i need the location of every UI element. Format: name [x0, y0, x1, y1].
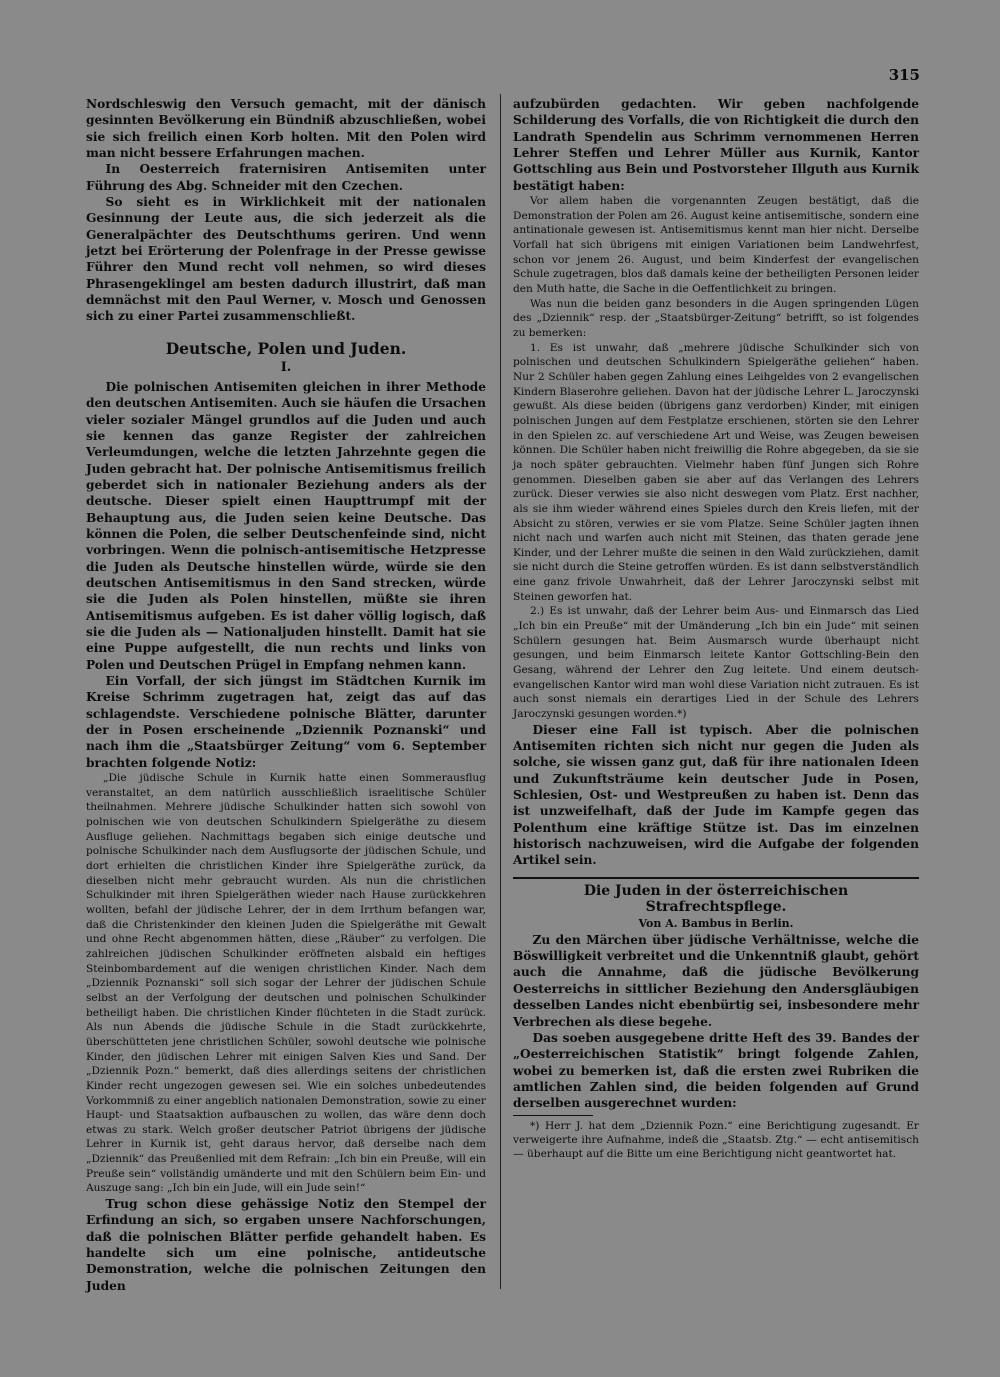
article-title: Die Juden in der österreichischen Strafrechtspflege. — [583, 882, 849, 915]
paragraph: In Oesterreich fraternisiren Antisemiten unter Führung des Abg. Schneider mit den Czechen. — [86, 162, 486, 193]
paragraph: Nordschleswig den Versuch gemacht, mit der dänisch gesinnten Bevölkerung ein Bündniß abzuschließen, wobei sie sich freilich einen Korb holten. Mit den Polen wird man nicht bessere Erfahrungen machen. — [86, 97, 486, 161]
article-title: Deutsche, Polen und Juden. — [165, 338, 407, 358]
paragraph: Das soeben ausgegebene dritte Heft des 39. Bandes der „Oesterreichischen Statistik“ bringt folgende Zahlen, wobei zu bemerken ist, daß die ersten zwei Rubriken die amtlichen Zahlen sind, die beiden folgenden auf Grund derselben ausgerechnet wurden: — [513, 1030, 919, 1111]
paragraph: Ein Vorfall, der sich jüngst im Städtchen Kurnik im Kreise Schrimm zugetragen hat, zeigt das auf das schlagendste. Verschiedene polnische Blätter, darunter der in Posen erscheinende „Dziennik Poznanski“ und nach ihm die „Staatsbürger Zeitung“ vom 6. September brachten folgende Notiz: — [86, 674, 486, 770]
testimony-paragraph: 2.) Es ist unwahr, daß der Lehrer beim Aus- und Einmarsch das Lied „Ich bin ein Preuße“ mit der Umänderung „Ich bin ein Jude“ mit seinen Schülern gesungen hat. Beim Ausmarsch wurde überhaupt nicht gesungen, und beim Einmarsch leitete Kantor Gottschling-Bein den Gesang, während der Lehrer den Zug leitete. Und einem deutsch-evangelischen Kantor wird man wohl diese Variation nicht zutrauen. Es ist auch sonst niemals ein derartiges Lied in der Schule des Lehrers Jaroczynski gesungen worden.*) — [513, 605, 919, 721]
paragraph: Trug schon diese gehässige Notiz den Stempel der Erfindung an sich, so ergaben unsere Nachforschungen, daß die polnischen Blätter perfide gehandelt haben. Es handelte sich um eine polnische, antideutsche Demonstration, welche die polnischen Zeitungen den Juden — [86, 1197, 486, 1293]
paragraph: So sieht es in Wirklichkeit mit der nationalen Gesinnung der Leute aus, die sich jederzeit als die Generalpächter des Deutschthums geriren. Und wenn jetzt bei Erörterung der Polenfrage in der Presse gewisse Führer den Mund recht voll nehmen, so wird dieses Phrasengeklingel am besten dadurch illustrirt, daß man demnächst mit den Paul Werner, v. Mosch und Genossen sich zu einer Partei zusammenschließt. — [86, 195, 486, 324]
quoted-notice: „Die jüdische Schule in Kurnik hatte einen Sommerausflug veranstaltet, an dem natürlich ausschließlich israelitische Schüler theilnahmen. Mehrere jüdische Schulkinder hatten sich sowohl von polnischen wie von deutschen Schulkindern Spielgeräthe zu diesem Ausfluge geliehen. Nachmittags begaben sich einige deutsche und polnische Schulkinder nach dem Ausflugsorte der jüdischen Schule, und dort erhielten die christlichen Kinder ihre Spielgeräthe zurück, da dieselben nicht mehr gebraucht wurden. Als nun die christlichen Schulkinder mit ihren Spielgeräthen wieder nach Hause zurückkehren wollten, befahl der jüdische Lehrer, der in dem Irrthum befangen war, daß die Christenkinder den kleinen Juden die Spielgeräthe mit Gewalt und ohne Recht abgenommen hätten, diese „Räuber“ zu verfolgen. Die zahlreichen jüdischen Schulkinder eröffneten alsbald ein heftiges Steinbombardement auf die wenigen christlichen Kinder. Nach dem „Dziennik Poznanski“ soll sich sogar der Lehrer der jüdischen Schule selbst an der Verfolgung der deutschen und polnischen Schulkinder betheiligt haben. Die christlichen Kinder flüchteten in die Stadt zurück. Als nun Abends die jüdische Schule in die Stadt zurückkehrte, überschütteten jene christlichen Schüler, sowohl deutsche wie polnische Kinder, den jüdischen Lehrer mit einigen Salven Kies und Sand. Der „Dziennik Pozn.“ bemerkt, daß dies allerdings seitens der christlichen Kinder recht ungezogen gewesen sei. Wie ein solches unbedeutendes Vorkommniß zu einer angeblich nationalen Demonstration, sowie zu einer Haupt- und Staatsaktion aufbauschen zu wollen, das wäre denn doch etwas zu stark. Welch großer deutscher Patriot übrigens der jüdische Lehrer in Kurnik ist, geht daraus hervor, daß derselbe nach dem „Dziennik“ das Preußenlied mit dem Refrain: „Ich bin ein Preuße, will ein Preuße sein“ vollständig umänderte und mit den Schülern beim Ein- und Auszuge sang: „Ich bin ein Jude, will ein Jude sein!“ — [86, 772, 486, 1195]
footnote: *) Herr J. hat dem „Dziennik Pozn.“ eine Berichtigung zugesandt. Er verweigerte ihre Aufnahme, indeß die „Staatsb. Ztg.“ — echt antisemitisch — überhaupt auf die Bitte um eine Berichtigung nicht geantwortet hat. — [513, 1119, 919, 1160]
byline: Von A. Bambus in Berlin. — [638, 916, 794, 930]
article-section-number: I. — [280, 359, 292, 375]
article-separator — [513, 877, 919, 879]
testimony-paragraph: Vor allem haben die vorgenannten Zeugen bestätigt, daß die Demonstration der Polen am 26. August keine antisemitische, sondern eine antinationale gewesen ist. Antisemitismus kennt man hier nicht. Derselbe Vorfall hat sich übrigens mit einigen Variationen beim Landwehrfest, schon vor jenem 26. August, und beim Kinderfest der evangelischen Schule zugetragen, blos daß damals keine der betheiligten Personen leider den Muth hatte, die Sache in die Oeffentlichkeit zu bringen. — [513, 195, 919, 295]
paragraph: Dieser eine Fall ist typisch. Aber die polnischen Antisemiten richten sich nicht nur gegen die Juden als solche, sie wissen ganz gut, daß für ihre nationalen Ideen und Zukunftsträume kein deutscher Jude in Posen, Schlesien, Ost- und Westpreußen zu haben ist. Denn das ist unzweifelhaft, daß der Jude im Kampfe gegen das Polenthum eine kräftige Stütze ist. Das im einzelnen historisch nachzuweisen, wird die Aufgabe der folgenden Artikel sein. — [513, 722, 919, 868]
testimony-paragraph: 1. Es ist unwahr, daß „mehrere jüdische Schulkinder sich von polnischen und deutschen Schulkindern Spielgeräthe geliehen“ haben. Nur 2 Schüler haben gegen Zahlung eines Leihgeldes von 2 evangelischen Kindern Blaserohre geliehen. Davon hat der jüdische Lehrer L. Jaroczynski gewußt. Als diese beiden (übrigens ganz verdorben) Kinder, mit einigen polnischen Jungen auf dem Festplatze erschienen, störten sie den Lehrer in den Spielen zc. auf verschiedene Art und Weise, was Zeugen beweisen können. Die Schüler haben nicht freiwillig die Rohre abgegeben, da sie sie ja noch später gebrauchten. Vielmehr haben fünf Jungen sich Rohre genommen. Dieselben gaben sie aber auf das Verlangen des Lehrers zurück. Dieser verwies sie also nicht deswegen vom Platz. Erst nachher, als sie ihm wieder während eines Spieles durch den Kreis liefen, mit der Absicht zu stören, verwies er sie vom Platze. Seine Schüler jagten ihnen nicht nach und warfen auch nicht mit Steinen, das thaten gerade jene Kinder, und der Lehrer mußte die seinen in den Wald zurückziehen, damit sie nicht durch die Steine getroffen würden. Es ist dann selbstverständlich eine ganz frivole Unwahrheit, daß der Lehrer Jaroczynski selbst mit Steinen geworfen hat. — [513, 341, 919, 603]
testimony-paragraph: Was nun die beiden ganz besonders in die Augen springenden Lügen des „Dziennik“ resp. der „Staatsbürger-Zeitung“ betrifft, so ist folgendes zu bemerken: — [513, 297, 919, 339]
left-column — [86, 96, 486, 1294]
footnote-rule — [513, 1115, 593, 1116]
paragraph: Zu den Märchen über jüdische Verhältnisse, welche die Böswilligkeit verbreitet und die Unkenntniß glaubt, gehört auch die Annahme, daß die jüdische Bevölkerung Oesterreichs in sittlicher Beziehung den Andersgläubigen desselben Landes nicht ebenbürtig sei, insbesondere mehr Verbrechen als diese begehe. — [513, 932, 919, 1029]
right-column — [513, 96, 919, 1161]
paragraph: aufzubürden gedachten. Wir geben nachfolgende Schilderung des Vorfalls, die von Richtigkeit die durch den Landrath Spendelin aus Schrimm vernommenen Herren Lehrer Steffen und Lehrer Müller aus Kurnik, Kantor Gottschling aus Bein und Postvorsteher Illguth aus Kurnik bestätigt haben: — [513, 97, 919, 193]
paragraph: Die polnischen Antisemiten gleichen in ihrer Methode den deutschen Antisemiten. Auch sie häufen die Ursachen vieler sozialer Mängel grundlos auf die Juden und auch sie kennen das ganze Register der zahlreichen Verleumdungen, welche die letzten Jahrzehnte gegen die Juden gebracht hat. Der polnische Antisemitismus freilich geberdet sich in nationaler Beziehung anders als der deutsche. Dieser spielt einen Haupttrumpf mit der Behauptung aus, die Juden seien keine Deutsche. Das können die Polen, die selber Deutschenfeinde sind, nicht vorbringen. Wenn die polnisch-antisemitische Hetzpresse die Juden als Deutsche hinstellen würde, würde sie den deutschen Antisemitismus in den Sand strecken, würde sie die Juden als Polen hinstellen, müßte sie ihren Antisemitismus aufgeben. Es ist daher völlig logisch, daß sie die Juden als — Nationaljuden hinstellt. Damit hat sie eine Puppe aufgestellt, die nun rechts und links von Polen und Deutschen Prügel in Empfang nehmen kann. — [86, 379, 486, 672]
column-divider — [500, 94, 501, 1289]
page-number: 315 — [888, 66, 920, 84]
